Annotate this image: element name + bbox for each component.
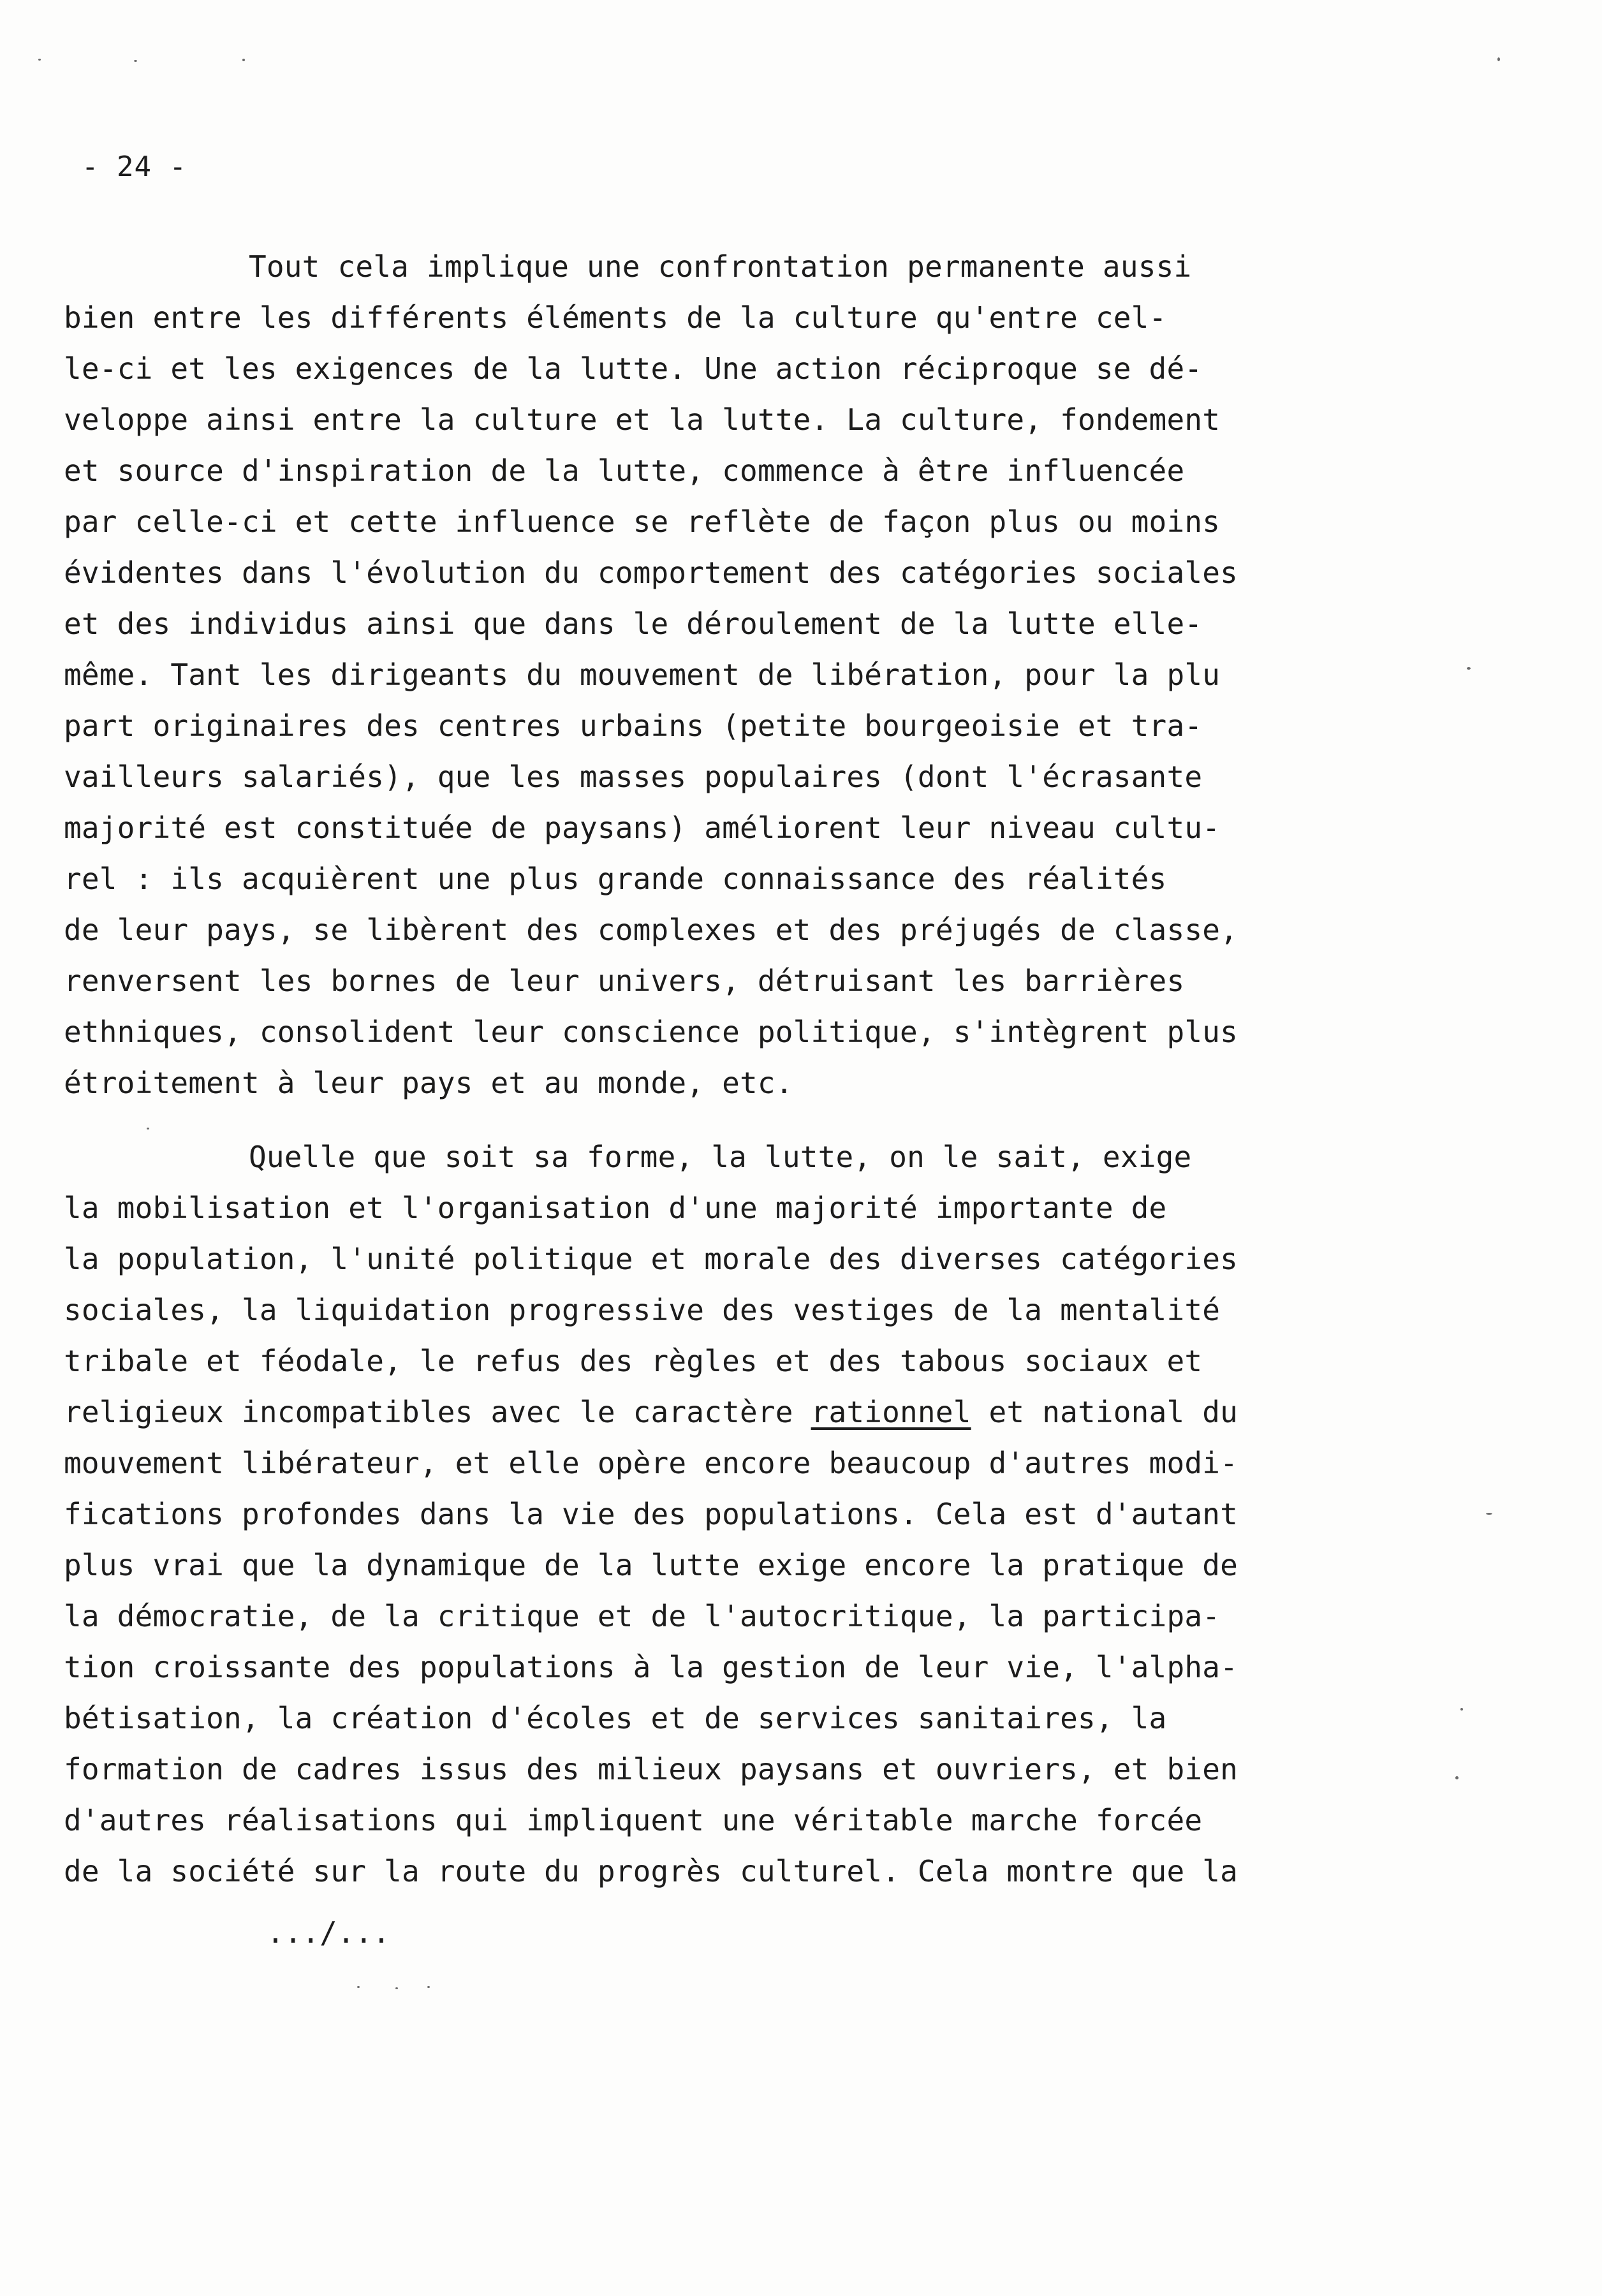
text-line: et des individus ainsi que dans le déroulement de la lutte elle- [64,607,1203,641]
paragraph-1 [64,241,1339,1108]
body-text [64,241,1339,1897]
text-line: part originaires des centres urbains (petite bourgeoisie et tra- [64,709,1203,743]
text-line: même. Tant les dirigeants du mouvement de libération, pour la plu [64,658,1221,692]
scan-speck [427,1986,430,1988]
line-segment: et national du [971,1395,1238,1429]
text-line: évidentes dans l'évolution du comportement des catégories sociales [64,556,1238,590]
text-line: tribale et féodale, le refus des règles et des tabous sociaux et [64,1344,1203,1378]
scan-speck [242,59,245,61]
text-line: ethniques, consolident leur conscience politique, s'intègrent plus [64,1015,1238,1049]
scan-speck [1486,1513,1492,1515]
page-number: - 24 - [82,151,187,183]
text-line: plus vrai que la dynamique de la lutte exige encore la pratique de [64,1548,1238,1582]
text-line: tion croissante des populations à la gestion de leur vie, l'alpha- [64,1650,1238,1684]
line-segment: religieux incompatibles avec le caractère [64,1395,811,1429]
text-line: et source d'inspiration de la lutte, commence à être influencée [64,453,1185,488]
paragraph-2 [64,1131,1339,1897]
scan-speck [38,59,41,61]
text-line: Quelle que soit sa forme, la lutte, on le sait, exige [249,1140,1192,1174]
text-line: veloppe ainsi entre la culture et la lutte. La culture, fondement [64,402,1221,437]
text-line: fications profondes dans la vie des populations. Cela est d'autant [64,1497,1238,1531]
text-line: Tout cela implique une confrontation permanente aussi [249,249,1192,284]
text-line: de la société sur la route du progrès culturel. Cela montre que la [64,1854,1238,1888]
text-line: la population, l'unité politique et morale des diverses catégories [64,1242,1238,1276]
text-line: vailleurs salariés), que les masses populaires (dont l'écrasante [64,760,1203,794]
text-line: de leur pays, se libèrent des complexes et des préjugés de classe, [64,913,1238,947]
scan-speck [1467,667,1471,670]
text-line: la mobilisation et l'organisation d'une majorité importante de [64,1191,1167,1225]
scan-speck [134,60,137,62]
text-line: d'autres réalisations qui impliquent une véritable marche forcée [64,1803,1203,1837]
scan-speck [1460,1708,1463,1711]
text-line: renversent les bornes de leur univers, détruisant les barrières [64,964,1185,998]
scan-speck [395,1987,398,1989]
text-line: bétisation, la création d'écoles et de services sanitaires, la [64,1701,1167,1735]
continuation-mark: .../... [267,1915,390,1950]
text-line: formation de cadres issus des milieux paysans et ouvriers, et bien [64,1752,1238,1786]
text-line: la démocratie, de la critique et de l'autocritique, la participa- [64,1599,1221,1633]
text-line: bien entre les différents éléments de la culture qu'entre cel- [64,300,1167,335]
text-line: par celle-ci et cette influence se reflète de façon plus ou moins [64,504,1221,539]
text-line: sociales, la liquidation progressive des vestiges de la mentalité [64,1293,1221,1327]
text-line: le-ci et les exigences de la lutte. Une action réciproque se dé- [64,351,1203,386]
paragraph-spacer [64,1108,1339,1131]
text-line-with-emphasis [64,1387,1339,1438]
text-line: majorité est constituée de paysans) améliorent leur niveau cultu- [64,811,1221,845]
scan-speck [1455,1776,1459,1779]
text-line: rel : ils acquièrent une plus grande connaissance des réalités [64,862,1167,896]
text-line: mouvement libérateur, et elle opère encore beaucoup d'autres modi- [64,1446,1238,1480]
text-line: étroitement à leur pays et au monde, etc. [64,1066,793,1100]
scan-speck [1497,57,1500,61]
underlined-word: rationnel [811,1395,971,1429]
scan-speck [147,1128,149,1130]
scan-speck [357,1986,360,1988]
